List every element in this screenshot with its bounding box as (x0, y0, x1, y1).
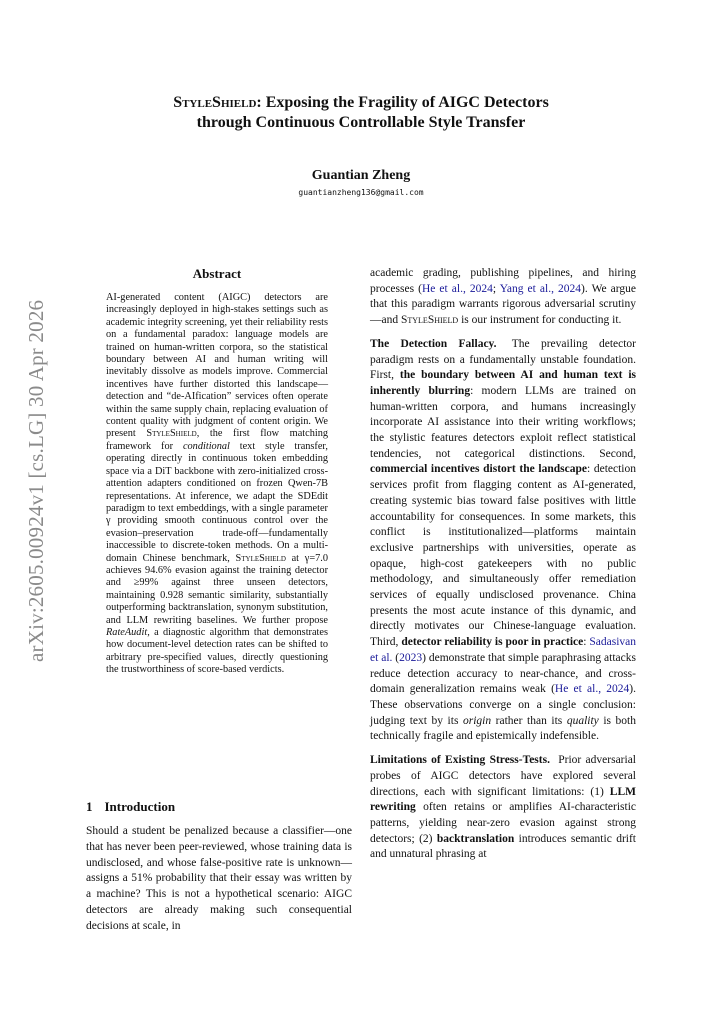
bold-claim: detector reliability is poor in practice (401, 636, 584, 649)
paragraph-text: is both technically fragile and epistemically indefensible. (370, 714, 636, 743)
section-title: Introduction (104, 799, 176, 814)
introduction-paragraph: Should a student be penalized because a classifier—one that has never been peer-reviewed, whose training data is undisclosed, and whose false-positive rate is unknown—assigns a 51% probability that their essay was written by a machine? This is not a hypothetical scenario: AIGC detectors are already making such consequential decisions at scale, in (86, 825, 352, 932)
paper-title (96, 93, 626, 133)
paragraph-text: : detection services profit from flagging content as AI-generated, creating systemic bias toward false positives with little accountability for consequences. In some markets, this conflict is institutionalized—platforms maintain exclusive partnerships with universities, operate as opaque, high-cost gatekeepers with no public methodology, and simultaneously offer remediation services of equally undisclosed provenance. China presents the most acute instance of this dynamic, and directly motivates our Chinese-language evaluation. Third, (370, 463, 636, 649)
paragraph-text: academic grading, publishing pipelines, and hiring processes ( (370, 267, 636, 295)
brand-name: StyleShield (400, 314, 459, 327)
abstract-brand: StyleShield (235, 552, 286, 564)
section-heading-introduction (86, 799, 350, 815)
citation-link[interactable]: 2023 (399, 651, 423, 664)
abstract-text: text style transfer, operating directly in continuous token embedding space via a DiT backbone with zero-initialized cross-attention adapters conditioned on frozen Qwen-7B representations. At inference, we adapt the SDEdit paradigm to text embeddings, with a single parameter γ providing smooth continuous control over the evasion–preservation trade-off—fundamentally inaccessible to discrete-token methods. On a multi-domain Chinese benchmark, (106, 440, 329, 564)
paragraph-text: ). These observations converge on a single conclusion: judging text by its (370, 683, 636, 727)
right-column (370, 266, 636, 863)
paragraph-text: ). We argue that this paradigm warrants rigorous adversarial scrutiny—and (370, 282, 636, 327)
paragraph-text: : (583, 636, 590, 649)
bold-term: LLM rewriting (370, 785, 636, 814)
author-name: Guantian Zheng (311, 168, 411, 183)
citation-link[interactable]: He et al., 2024 (421, 282, 493, 295)
section-number: 1 (86, 799, 93, 814)
citation-link[interactable]: Sadasivan et al. (370, 636, 636, 664)
abstract-heading: Abstract (192, 266, 242, 281)
abstract-body (106, 292, 328, 677)
paragraph-detection-fallacy (370, 337, 636, 745)
abstract-emphasis: RateAudit (106, 626, 148, 638)
emphasis: origin (462, 714, 492, 727)
paragraph-heading: The Detection Fallacy. (370, 337, 497, 350)
arxiv-identifier: arXiv:2605.00924v1 [cs.LG] 30 Apr 2026 (24, 299, 48, 662)
abstract-brand: StyleShield (146, 428, 197, 440)
paragraph-text: : modern LLMs are trained on human-written corpora, and humans increasingly incorporate AI assistance into their writing workflows; the stylistic features detectors exploit reflect statistical tendencies, not categorical distinctions. Second, (370, 384, 636, 460)
title-brand: StyleShield (173, 94, 257, 111)
paragraph-text: ) demonstrate that simple paraphrasing attacks reduce detection accuracy to near-chance, and cross-domain generalization remains weak ( (370, 651, 636, 696)
bold-term: backtranslation (436, 832, 515, 845)
paragraph-text: The prevailing detector paradigm rests on a fundamentally unstable foundation. First, (370, 337, 636, 382)
citation-link[interactable]: He et al., 2024 (554, 683, 630, 696)
paragraph-continuation (370, 266, 636, 329)
abstract-text: AI-generated content (AIGC) detectors are increasingly deployed in high-stakes settings such as academic integrity screening, yet their reliability rests on a fundamental paradox: language models are trained on human-written corpora, so the statistical boundary between AI and human writing will inevitably dissolve as models improve. Commercial incentives have further distorted this landscape—detection and “de-AIfication” services often operate within the same supply chain, replacing evaluation of content quality with judgment of content origin. We present (106, 292, 328, 440)
citation-link[interactable]: Yang et al., 2024 (499, 282, 582, 295)
title-line2: through Continuous Controllable Style Transfer (196, 114, 526, 131)
abstract-text: at γ=7.0 achieves 94.6% evasion against the training detector and ≥99% against three unseen detectors, maintaining 0.928 semantic similarity, substantially outperforming backtranslation, synonym substitution, and LLM rewriting baselines. We further propose (106, 552, 328, 626)
abstract-text: , a diagnostic algorithm that demonstrates how document-level detection rates can be shifted to arbitrary pre-specified values, directly questioning the trustworthiness of score-based verdicts. (106, 626, 328, 676)
bold-claim: the boundary between AI and human text is inherently blurring (370, 369, 636, 397)
paragraph-text: rather than its (491, 714, 567, 727)
paragraph-text: introduces semantic drift and unnatural phrasing at (370, 832, 636, 861)
author-email: guantianzheng136@gmail.com (298, 188, 424, 197)
paragraph-text: ; (492, 282, 500, 295)
paragraph-text: Prior adversarial probes of AIGC detectors have explored several directions, each with significant limitations: (1) (370, 754, 636, 798)
abstract-emphasis: conditional (182, 440, 230, 452)
paragraph-text: is our instrument for conducting it. (458, 314, 622, 327)
paragraph-text: often retains or amplifies AI-characteristic patterns, yielding near-zero evasion against strong detectors; (2) (370, 801, 636, 845)
title-line1-rest: : Exposing the Fragility of AIGC Detectors (256, 94, 549, 111)
bold-claim: commercial incentives distort the landscape (370, 463, 587, 476)
paragraph-limitations (370, 753, 636, 863)
emphasis: quality (566, 714, 599, 727)
paragraph-heading: Limitations of Existing Stress-Tests. (370, 754, 550, 767)
paragraph-text: ( (392, 651, 400, 664)
abstract-text: , the first flow matching framework for (106, 428, 329, 452)
